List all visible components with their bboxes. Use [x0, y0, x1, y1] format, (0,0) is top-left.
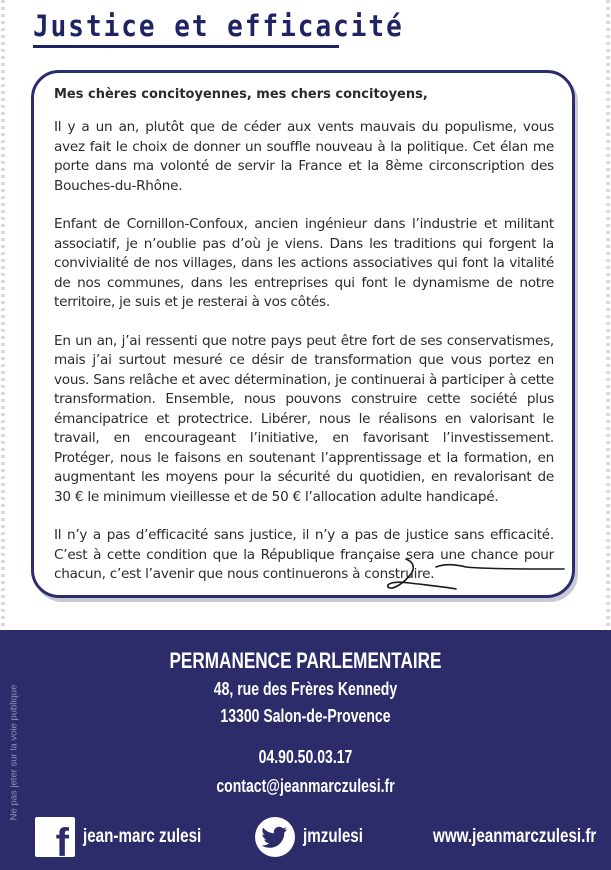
address-line-2: 13300 Salon-de-Provence	[220, 706, 391, 726]
letter-paragraph-1: Il y a un an, plutôt que de céder aux vents mauvais du populisme, vous avez fait le choix de donner un souffle nouveau à la politique. Cet élan me porte dans ma volonté de servir la France et la 8ème circonscription des Bouches-du-Rhône.	[54, 119, 554, 194]
address-line-1: 48, rue des Frères Kennedy	[213, 679, 398, 699]
website-link[interactable]	[433, 817, 611, 857]
letter-box	[31, 70, 575, 598]
twitter-bird-icon	[255, 817, 295, 857]
letter-body	[54, 87, 554, 604]
phone-number[interactable]: 04.90.50.03.17	[258, 747, 353, 767]
facebook-link[interactable]	[35, 817, 231, 865]
page-title: Justice et efficacité	[33, 10, 404, 44]
right-dotted-border	[606, 0, 610, 630]
title-underline	[33, 45, 339, 48]
letter-paragraph-3: En un an, j’ai ressenti que notre pays peut être fort de ses conservatismes, mais j’ai surtout mesuré ce désir de transformation que vous portez en vous. Sans relâche et avec détermination, je continuerai à participer à cette transformation. Ensemble, nous pouvons construire cette société plus émancipatrice et protectrice. Libérer, nous le réalisons en valorisant le travail, en encourageant l’initiative, en favorisant l’investissement. Protéger, nous le faisons en soutenant l’apprentissage et la formation, en augmentant les moyens pour la sécurité du quotidien, en revalorisant de 30 € le minimum vieillesse et de 50 € l’allocation adulte handicapé.	[54, 332, 554, 505]
left-dotted-border	[1, 0, 5, 630]
letter-salutation: Mes chères concitoyennes, mes chers concitoyens,	[54, 87, 428, 102]
permanence-title: PERMANENCE PARLEMENTAIRE	[169, 648, 442, 673]
email-link[interactable]: contact@jeanmarczulesi.fr	[216, 776, 395, 796]
twitter-link[interactable]	[255, 817, 378, 857]
letter-paragraph-4: Il n’y a pas d’efficacité sans justice, il n’y a pas de justice sans efficacité. C’est à cette condition que la République française sera une chance pour chacun, c’est l’avenir que nous continuerons à construire.	[54, 527, 554, 582]
letter-paragraph-2: Enfant de Cornillon-Confoux, ancien ingénieur dans l’industrie et militant associatif, je n’oublie pas d’où je viens. Dans les traditions qui forgent la convivialité de nos villages, dans les actions associatives qui font la vitalité de nos communes, dans les entreprises qui font le dynamisme de notre territoire, je suis et je resterai à vos côtés.	[54, 216, 554, 310]
handwritten-signature	[386, 557, 566, 597]
litter-notice: Ne pas jeter sur la voie publique	[8, 684, 20, 821]
facebook-label: jean-marc zulesi	[83, 826, 202, 847]
facebook-icon: f	[35, 817, 75, 857]
website-label: www.jeanmarczulesi.fr	[433, 826, 597, 847]
twitter-label: jmzulesi	[303, 826, 363, 847]
contact-footer	[0, 630, 611, 870]
